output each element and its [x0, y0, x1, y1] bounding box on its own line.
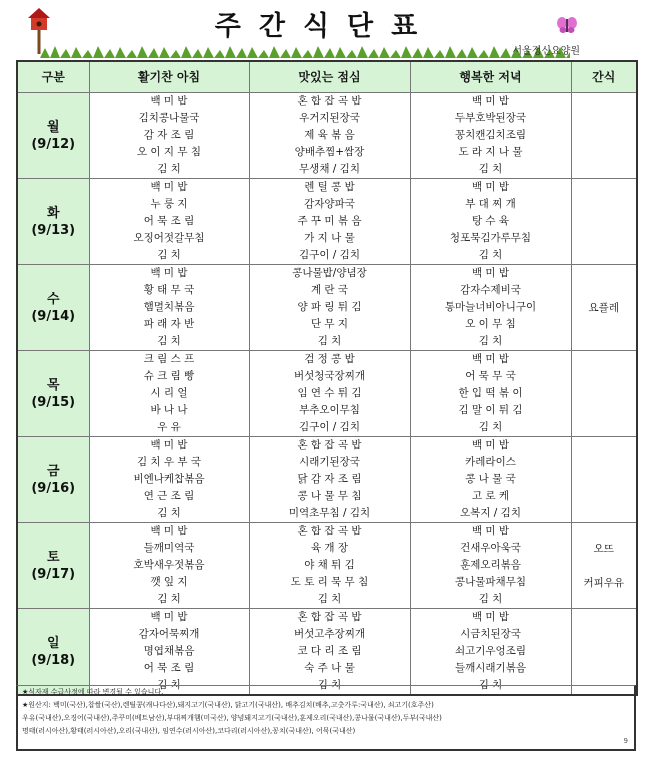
lunch-item: 양배추찜+쌈장 — [294, 146, 365, 158]
lunch-cell — [249, 609, 410, 696]
breakfast-item: 김 치 우 부 국 — [136, 456, 202, 468]
day-label-cell — [17, 351, 89, 437]
lunch-item: 양 파 링 튀 김 — [297, 301, 362, 313]
day-row — [17, 609, 637, 696]
dinner-cell — [410, 609, 571, 696]
day-label-cell — [17, 609, 89, 696]
lunch-item: 무생채 / 김치 — [299, 163, 360, 175]
dinner-item: 꽁치캔김치조림 — [454, 129, 526, 141]
breakfast-item: 김치콩나물국 — [138, 112, 200, 124]
dinner-item: 부 대 찌 개 — [465, 198, 516, 210]
lunch-item: 도 토 리 묵 무 침 — [290, 576, 369, 588]
dinner-item: 백 미 밥 — [471, 267, 510, 279]
breakfast-cell — [89, 351, 249, 437]
dinner-item: 김 치 — [478, 163, 503, 175]
breakfast-item: 김 치 — [157, 507, 181, 519]
dinner-item: 오 이 무 침 — [465, 318, 516, 330]
page-number: 9 — [623, 737, 628, 745]
dinner-cell — [410, 523, 571, 609]
lunch-item: 야 채 튀 김 — [304, 559, 355, 571]
lunch-cell — [249, 93, 410, 179]
breakfast-item: 김 치 — [157, 163, 181, 175]
day-label-cell — [17, 93, 89, 179]
day-row — [17, 351, 637, 437]
breakfast-cell — [89, 523, 249, 609]
note-line: ★식자재 수급사정에 따라 변경될 수 있습니다. — [22, 688, 164, 696]
snack-cell — [571, 437, 637, 523]
dinner-item: 탕 수 육 — [471, 215, 510, 227]
lunch-item: 검 정 콩 밥 — [304, 353, 355, 365]
dinner-item: 한 입 떡 볶 이 — [458, 387, 523, 399]
dinner-item: 도 라 지 나 물 — [458, 146, 523, 158]
lunch-item: 육 개 장 — [310, 542, 349, 554]
dinner-cell — [410, 351, 571, 437]
lunch-item: 렌 틸 콩 밥 — [304, 181, 355, 193]
breakfast-item: 어 묵 조 림 — [143, 662, 195, 674]
lunch-item: 김 치 — [317, 679, 342, 691]
day-date: (9/15) — [31, 394, 76, 410]
dinner-item: 콩 나 물 국 — [465, 473, 516, 485]
dinner-item: 두부호박된장국 — [454, 112, 526, 124]
breakfast-item: 호박새우젓볶음 — [133, 559, 205, 571]
day-row — [17, 437, 637, 523]
snack-cell — [571, 351, 637, 437]
lunch-item: 김구이 / 김치 — [299, 249, 360, 261]
lunch-item: 미역초무침 / 김치 — [288, 507, 371, 519]
day-date: (9/17) — [31, 566, 76, 582]
lunch-cell — [249, 179, 410, 265]
lunch-cell — [249, 523, 410, 609]
day-date: (9/12) — [31, 136, 76, 152]
footer-notes — [16, 685, 636, 751]
dinner-item: 백 미 밥 — [471, 525, 510, 537]
breakfast-item: 감 자 조 림 — [143, 129, 195, 141]
dinner-item: 훈제오리볶음 — [460, 559, 521, 571]
dinner-cell — [410, 265, 571, 351]
dinner-item: 쇠고기우엉조림 — [454, 645, 526, 657]
breakfast-item: 김 치 — [157, 335, 181, 347]
breakfast-item: 김 치 — [157, 593, 181, 605]
dinner-item: 백 미 밥 — [471, 353, 510, 365]
lunch-cell — [249, 437, 410, 523]
dinner-item: 백 미 밥 — [471, 611, 510, 623]
breakfast-item: 백 미 밥 — [150, 611, 188, 623]
dinner-item: 감자수제비국 — [460, 284, 521, 296]
dinner-item: 통마늘너비아니구이 — [444, 301, 537, 313]
day-name: 일 — [46, 635, 60, 651]
dinner-item: 고 로 케 — [471, 490, 510, 502]
breakfast-item: 김 치 — [157, 679, 181, 691]
breakfast-cell — [89, 265, 249, 351]
breakfast-item: 연 근 조 림 — [143, 490, 195, 502]
dinner-item: 카레라이스 — [465, 456, 516, 468]
day-label-cell — [17, 179, 89, 265]
lunch-item: 단 무 지 — [310, 318, 349, 330]
lunch-item: 콩나물밥/양념장 — [292, 267, 367, 279]
lunch-item: 김 치 — [317, 335, 342, 347]
column-header-snack: 간식 — [571, 61, 637, 93]
breakfast-item: 누 룽 지 — [150, 198, 188, 210]
dinner-item: 김 치 — [478, 335, 503, 347]
breakfast-item: 백 미 밥 — [150, 181, 188, 193]
lunch-item: 부추오이무침 — [299, 404, 360, 416]
breakfast-item: 비엔나케찹볶음 — [133, 473, 205, 485]
lunch-item: 버섯고추장찌개 — [293, 628, 365, 640]
note-line: 명태(러시아산),황태(러시아산),오리(국내산), 임연수(러시아산),코다리(러시아산),꽁치(국내산), 어묵(국내산) — [22, 727, 356, 735]
lunch-item: 제 육 볶 음 — [304, 129, 355, 141]
breakfast-item: 명엽채볶음 — [143, 645, 195, 657]
dinner-item: 어 묵 무 국 — [465, 370, 516, 382]
day-name: 수 — [46, 291, 60, 307]
snack-item: 커피우유 — [583, 576, 625, 589]
day-row — [17, 523, 637, 609]
day-date: (9/14) — [31, 308, 76, 324]
column-header-lunch: 맛있는 점심 — [249, 61, 410, 93]
breakfast-item: 슈 크 림 빵 — [143, 370, 195, 382]
column-header-day: 구분 — [17, 61, 89, 93]
lunch-item: 임 연 수 튀 김 — [297, 387, 362, 399]
dinner-cell — [410, 437, 571, 523]
menu-body — [17, 93, 637, 696]
breakfast-item: 들깨미역국 — [143, 542, 195, 554]
dinner-item: 김 말 이 튀 김 — [458, 404, 523, 416]
lunch-item: 숙 주 나 물 — [304, 662, 355, 674]
breakfast-cell — [89, 93, 249, 179]
breakfast-item: 감자어묵찌개 — [138, 628, 200, 640]
dinner-item: 백 미 밥 — [471, 439, 510, 451]
dinner-item: 백 미 밥 — [471, 95, 510, 107]
header — [0, 0, 650, 60]
lunch-item: 감자양파국 — [304, 198, 355, 210]
breakfast-item: 어 묵 조 림 — [143, 215, 195, 227]
snack-cell — [571, 179, 637, 265]
breakfast-cell — [89, 179, 249, 265]
lunch-item: 김구이 / 김치 — [299, 421, 360, 433]
snack-cell — [571, 93, 637, 179]
menu-table — [16, 60, 638, 696]
lunch-cell — [249, 351, 410, 437]
day-label-cell — [17, 523, 89, 609]
breakfast-item: 시 리 얼 — [150, 387, 188, 399]
lunch-item: 시래기된장국 — [299, 456, 360, 468]
note-line: ★원산지: 백미(국산),찹쌀(국산),렌틸콩(캐나다산),돼지고기(국내산), 닭고기(국내산), 배추김치(배추,고춧가루:국내산), 쇠고기(호주산) — [22, 701, 434, 709]
note-line: 우유(국내산),오징어(국내산),주꾸미(베트남산),부대찌개햄(미국산), 양념돼지고기(국내산),훈제오리(국내산),콩나물(국내산),두부(국내산) — [22, 714, 442, 722]
lunch-item: 주 꾸 미 볶 음 — [297, 215, 362, 227]
lunch-item: 우거지된장국 — [299, 112, 360, 124]
breakfast-item: 깻 잎 지 — [150, 576, 188, 588]
day-date: (9/13) — [31, 222, 76, 238]
day-row — [17, 265, 637, 351]
lunch-cell — [249, 265, 410, 351]
lunch-item: 혼 합 잡 곡 밥 — [297, 611, 362, 623]
column-header-dinner: 행복한 저녁 — [410, 61, 571, 93]
day-name: 화 — [46, 205, 60, 221]
day-label-cell — [17, 437, 89, 523]
day-name: 금 — [46, 463, 60, 479]
breakfast-item: 햄멸치볶음 — [143, 301, 195, 313]
snack-cell — [571, 609, 637, 696]
dinner-item: 오복지 / 김치 — [460, 507, 521, 519]
column-header-breakfast: 활기찬 아침 — [89, 61, 249, 93]
lunch-item: 버섯청국장찌개 — [293, 370, 365, 382]
dinner-item: 청포묵김가루무침 — [449, 232, 532, 244]
snack-item: 오뜨 — [593, 542, 614, 555]
lunch-item: 가 지 나 물 — [304, 232, 355, 244]
lunch-item: 김 치 — [317, 593, 342, 605]
dinner-item: 김 치 — [478, 593, 503, 605]
breakfast-item: 오 이 지 무 침 — [136, 146, 202, 158]
breakfast-cell — [89, 437, 249, 523]
breakfast-item: 백 미 밥 — [150, 525, 188, 537]
snack-cell — [571, 265, 637, 351]
snack-item: 요플레 — [588, 301, 619, 314]
dinner-cell — [410, 179, 571, 265]
lunch-item: 혼 합 잡 곡 밥 — [297, 95, 362, 107]
dinner-item: 건새우아욱국 — [460, 542, 521, 554]
page-title: 주간식단표 — [214, 11, 436, 42]
day-row — [17, 179, 637, 265]
lunch-item: 콩 나 물 무 침 — [297, 490, 362, 502]
breakfast-cell — [89, 609, 249, 696]
day-date: (9/18) — [31, 652, 76, 668]
breakfast-item: 우 유 — [157, 421, 181, 433]
lunch-item: 계 란 국 — [310, 284, 349, 296]
day-label-cell — [17, 265, 89, 351]
breakfast-item: 바 나 나 — [150, 404, 188, 416]
dinner-cell — [410, 93, 571, 179]
lunch-item: 혼 합 잡 곡 밥 — [297, 439, 362, 451]
breakfast-item: 오징어젓갈무침 — [133, 232, 205, 244]
organization-name: 서울정신요양원 — [512, 46, 580, 57]
breakfast-item: 백 미 밥 — [150, 267, 188, 279]
breakfast-item: 백 미 밥 — [150, 95, 188, 107]
day-date: (9/16) — [31, 480, 76, 496]
snack-cell — [571, 523, 637, 609]
lunch-item: 코 다 리 조 림 — [297, 645, 362, 657]
lunch-item: 혼 합 잡 곡 밥 — [297, 525, 362, 537]
dinner-item: 콩나물파채무침 — [454, 576, 526, 588]
dinner-item: 김 치 — [478, 421, 503, 433]
dinner-item: 김 치 — [478, 679, 503, 691]
breakfast-item: 크 림 스 프 — [143, 353, 195, 365]
breakfast-item: 황 태 무 국 — [143, 284, 195, 296]
header-row — [17, 61, 637, 93]
dinner-item: 들깨시래기볶음 — [454, 662, 526, 674]
dinner-item: 김 치 — [478, 249, 503, 261]
day-name: 월 — [46, 119, 60, 135]
lunch-item: 닭 감 자 조 림 — [297, 473, 362, 485]
breakfast-item: 백 미 밥 — [150, 439, 188, 451]
breakfast-item: 김 치 — [157, 249, 181, 261]
day-name: 토 — [46, 549, 60, 565]
grass-decoration — [40, 44, 570, 58]
breakfast-item: 파 래 자 반 — [143, 318, 195, 330]
day-name: 목 — [46, 377, 60, 393]
dinner-item: 시금치된장국 — [460, 628, 521, 640]
dinner-item: 백 미 밥 — [471, 181, 510, 193]
day-row — [17, 93, 637, 179]
